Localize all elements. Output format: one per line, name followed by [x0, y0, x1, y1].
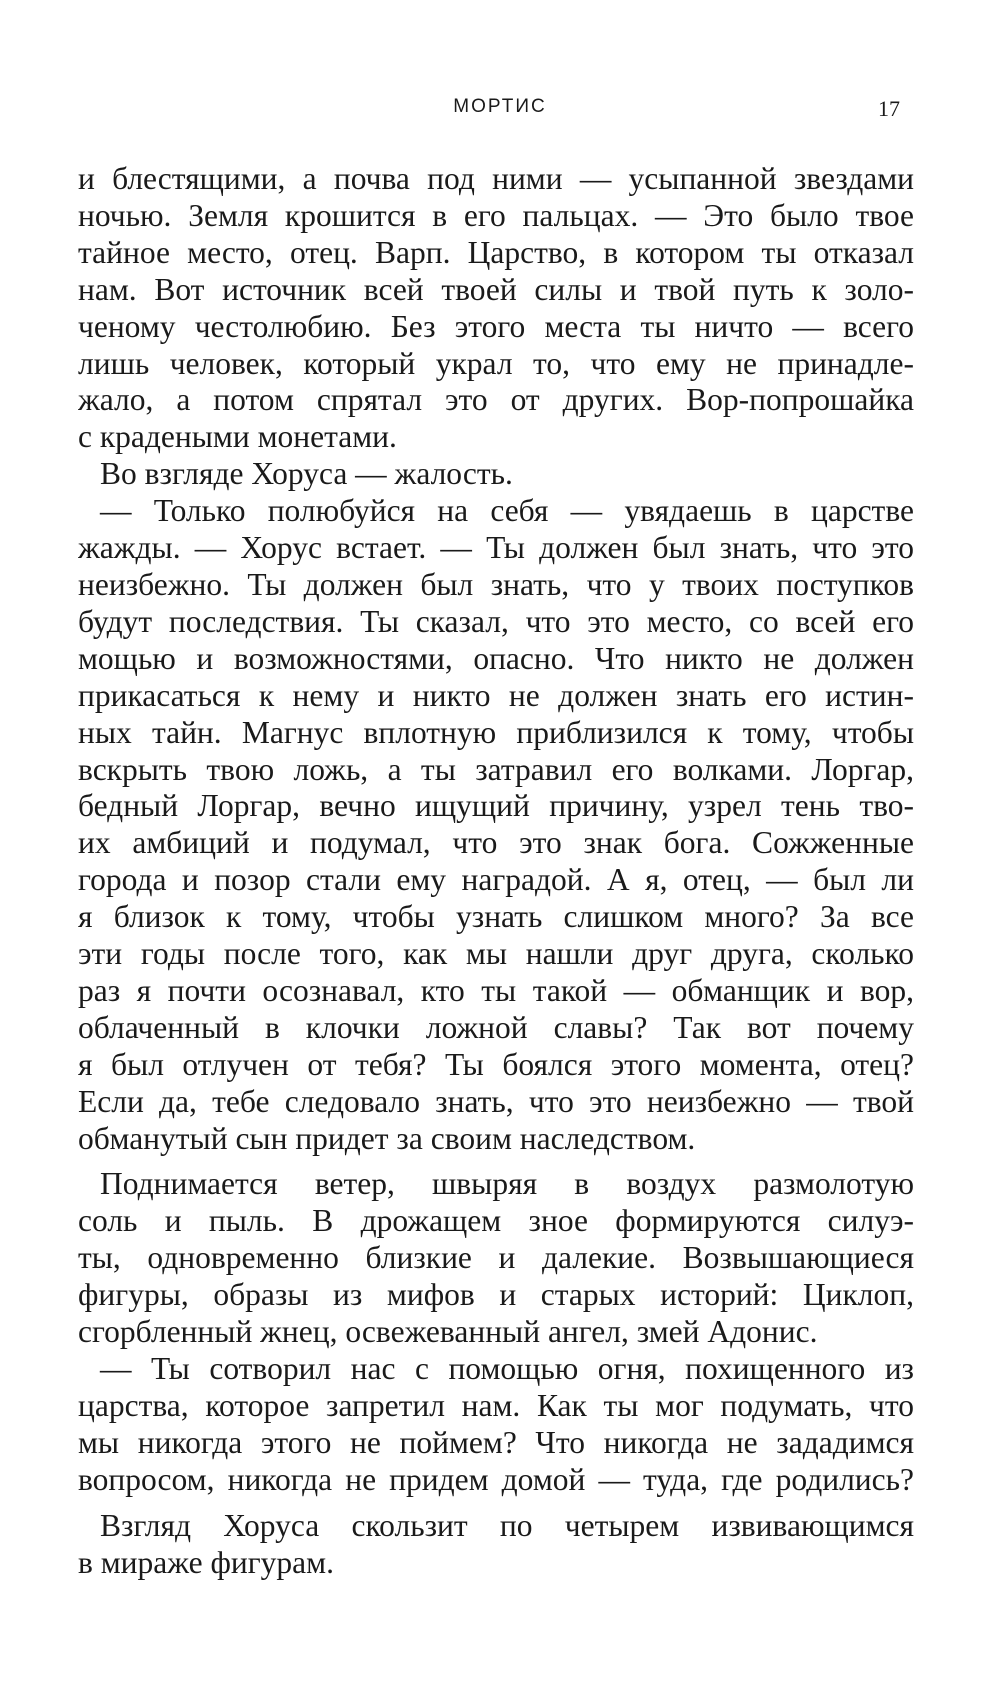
running-title: МОРТИС — [453, 96, 547, 117]
paragraph-2 — [78, 456, 914, 493]
text-line: эти годы после того, как мы нашли друг друга, сколько — [78, 936, 914, 972]
text-line: в мираже фигурам. — [78, 1544, 334, 1580]
text-line: мощью и возможностями, опасно. Что никто не должен — [78, 640, 914, 676]
text-line: раз я почти осознавал, кто ты такой — обманщик и вор, — [78, 972, 914, 1008]
text-line: мы никогда этого не поймем? Что никогда не зададимся — [78, 1424, 914, 1460]
text-line: — Только полюбуйся на себя — увядаешь в царстве — [100, 493, 914, 529]
text-line: облаченный в клочки ложной славы? Так вот почему — [78, 1009, 914, 1045]
text-line: лишь человек, который украл то, что ему не принадле- — [78, 345, 914, 381]
text-line: ченому честолюбию. Без этого места ты ничто — всего — [78, 308, 914, 344]
text-line: жажды. — Хорус встает. — Ты должен был знать, что это — [78, 530, 914, 566]
text-line: ных тайн. Магнус вплотную приблизился к тому, чтобы — [78, 714, 914, 750]
text-line: бедный Лоргар, вечно ищущий причину, узрел тень тво- — [78, 788, 914, 824]
text-line: соль и пыль. В дрожащем зное формируются силуэ- — [78, 1203, 914, 1239]
paragraph-5 — [78, 1351, 914, 1499]
text-line: ты, одновременно близкие и далекие. Возвышающиеся — [78, 1240, 914, 1276]
text-line: жало, а потом спрятал это от других. Вор-попрошайка — [78, 382, 914, 418]
text-line: города и позор стали ему наградой. А я, отец, — был ли — [78, 862, 914, 898]
paragraph-6 — [78, 1508, 914, 1582]
text-line: нам. Вот источник всей твоей силы и твой путь к золо- — [78, 271, 914, 307]
text-line: прикасаться к нему и никто не должен знать его истин- — [78, 677, 914, 713]
text-line: вопросом, никогда не придем домой — туда, где родились? — [78, 1461, 914, 1497]
text-line: сгорбленный жнец, освежеванный ангел, змей Адонис. — [78, 1314, 818, 1350]
text-line: — Ты сотворил нас с помощью огня, похищенного из — [100, 1351, 914, 1386]
body-text — [78, 161, 914, 1581]
text-line: фигуры, образы из мифов и старых историй: Циклоп, — [78, 1277, 914, 1313]
text-line: Поднимается ветер, швыряя в воздух размолотую — [100, 1166, 914, 1202]
text-line: обманутый сын придет за своим наследством. — [78, 1120, 696, 1156]
paragraph-1 — [78, 161, 914, 456]
page-number: 17 — [878, 96, 900, 121]
text-line: и блестящими, а почва под ними — усыпанной звездами — [78, 161, 914, 196]
text-line: я близок к тому, чтобы узнать слишком много? За все — [78, 899, 914, 935]
text-line: их амбиций и подумал, что это знак бога. Сожженные — [78, 825, 914, 861]
text-line: неизбежно. Ты должен был знать, что у твоих поступков — [78, 566, 914, 602]
text-line: Во взгляде Хоруса — жалость. — [100, 456, 513, 492]
text-line: тайное место, отец. Варп. Царство, в котором ты отказал — [78, 234, 914, 270]
text-line: Если да, тебе следовало знать, что это неизбежно — твой — [78, 1083, 914, 1119]
text-line: вскрыть твою ложь, а ты затравил его волками. Лоргар, — [78, 751, 914, 787]
text-line: будут последствия. Ты сказал, что это место, со всей его — [78, 603, 914, 639]
text-line: я был отлучен от тебя? Ты боялся этого момента, отец? — [78, 1046, 914, 1082]
paragraph-3 — [78, 493, 914, 1157]
text-line: царства, которое запретил нам. Как ты мог подумать, что — [78, 1387, 914, 1423]
paragraph-4 — [78, 1166, 914, 1351]
text-line: ночью. Земля крошится в его пальцах. — Это было твое — [78, 197, 914, 233]
text-line: с крадеными монетами. — [78, 419, 397, 455]
text-line: Взгляд Хоруса скользит по четырем извивающимся — [100, 1507, 914, 1543]
